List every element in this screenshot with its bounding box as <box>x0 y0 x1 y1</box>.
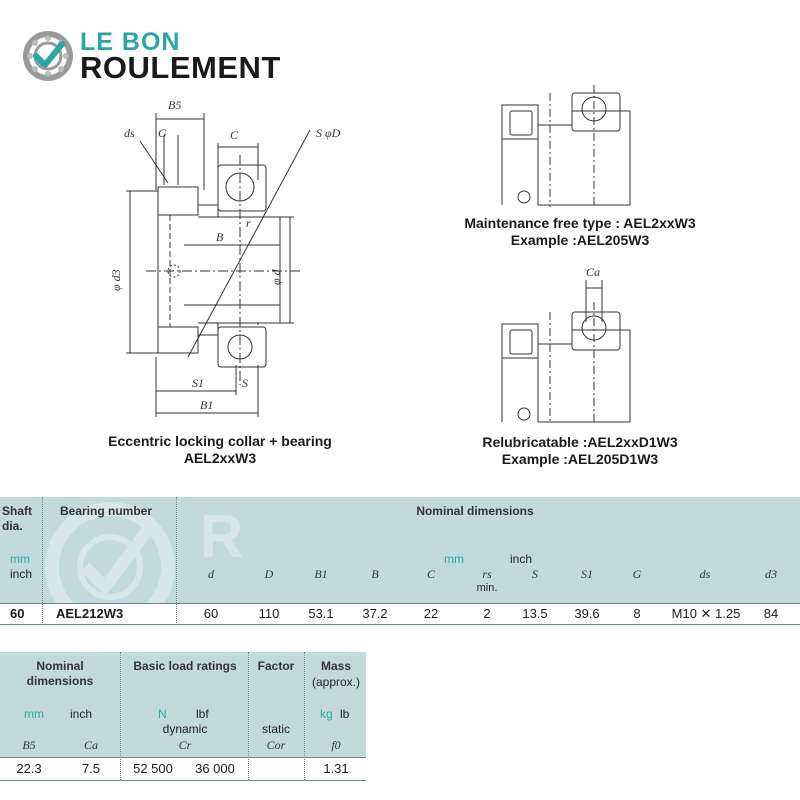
t2-load-label: Basic load ratings <box>133 659 237 673</box>
t1-val-S1: 39.6 <box>574 606 600 621</box>
t2-static: static <box>261 722 290 736</box>
t2-val-b5: 22.3 <box>16 761 42 776</box>
t1-col-B: B <box>371 567 379 581</box>
t1-col-D: D <box>264 567 274 581</box>
t2-vline-1 <box>120 652 121 780</box>
top-right-caption-line2: Example :AEL205W3 <box>510 232 650 248</box>
top-right-caption <box>430 215 730 249</box>
t1-val-S: 13.5 <box>522 606 548 621</box>
t2-unit-lb: lb <box>340 707 350 721</box>
t1-unit-inch-2: inch <box>510 552 533 566</box>
bearing-section-diagram <box>100 95 370 425</box>
t1-col-C: C <box>426 567 435 581</box>
t1-hline-2 <box>0 624 800 625</box>
bearing-check-icon <box>22 30 74 82</box>
t2-unit-mm: mm <box>24 707 44 721</box>
t2-sym-b5: B5 <box>22 738 36 752</box>
t2-unit-inch: inch <box>70 707 93 721</box>
t1-col-rs-min: min. <box>476 582 498 594</box>
bottom-right-caption-line2: Example :AEL205D1W3 <box>501 451 659 467</box>
label-s1: S1 <box>192 376 204 390</box>
svg-text:R: R <box>200 503 244 570</box>
t1-vline-1 <box>42 497 43 623</box>
t1-val-ds: M10 ✕ 1.25 <box>671 606 741 621</box>
t2-val-cr-n: 52 500 <box>133 761 173 776</box>
t2-mass-sub: (approx.) <box>311 675 361 689</box>
t2-sym-cr: Cr <box>178 738 192 752</box>
t1-bearing-value: AEL212W3 <box>56 606 124 621</box>
t1-val-B: 37.2 <box>362 606 388 621</box>
t1-hline-1 <box>0 603 800 604</box>
t2-unit-kg: kg <box>320 707 333 721</box>
left-caption-line1: Eccentric locking collar + bearing <box>108 433 332 449</box>
t1-val-D: 110 <box>258 606 280 621</box>
t2-vline-2 <box>248 652 249 780</box>
label-phi-d3: φ d3 <box>109 269 123 291</box>
t1-col-d3: d3 <box>765 567 777 581</box>
t1-col-S1: S1 <box>581 567 593 581</box>
left-caption <box>70 433 370 467</box>
t2-mass-label: Mass <box>320 659 352 673</box>
label-s: S <box>242 376 248 390</box>
t1-unit-mm: mm <box>10 552 30 566</box>
brand-logo <box>22 26 302 88</box>
t2-sym-f0: f0 <box>331 738 341 752</box>
t2-hline-2 <box>0 780 366 781</box>
t1-col-rs: rs <box>482 567 492 581</box>
t2-val-ca: 7.5 <box>81 761 101 776</box>
label-phi-d: φ d <box>269 269 283 285</box>
t1-nominal-label: Nominal dimensions <box>416 504 534 518</box>
t1-shaft-label: Shaft dia. <box>2 504 32 533</box>
t2-unit-n: N <box>158 707 167 721</box>
t2-sym-ca: Ca <box>83 738 98 752</box>
t1-bearing-label: Bearing number <box>60 504 153 518</box>
t2-unit-lbf: lbf <box>196 707 209 721</box>
t1-val-d: 60 <box>203 606 219 621</box>
t1-shaft-value: 60 <box>10 606 25 621</box>
label-ds: ds <box>124 126 135 140</box>
t2-hline-1 <box>0 757 366 758</box>
maintenance-free-diagram <box>490 85 650 210</box>
label-b1: B1 <box>200 398 214 412</box>
t1-unit-inch: inch <box>10 567 33 581</box>
t1-col-S: S <box>532 567 538 581</box>
t2-factor-label: Factor <box>257 659 295 673</box>
t1-col-d: d <box>208 567 214 581</box>
t1-vline-2 <box>176 497 177 623</box>
t1-val-d3: 84 <box>763 606 779 621</box>
label-sphi-d: S φD <box>316 126 341 140</box>
label-r: r <box>246 216 251 230</box>
t2-sym-cor: Cor <box>266 738 286 752</box>
t2-vline-3 <box>304 652 305 780</box>
left-caption-line2: AEL2xxW3 <box>183 450 257 466</box>
bottom-right-caption-line1: Relubricatable :AEL2xxD1W3 <box>482 434 678 450</box>
logo-line2: ROULEMENT <box>80 50 281 85</box>
bottom-right-caption <box>430 434 730 468</box>
t2-dynamic: dynamic <box>162 722 208 736</box>
t1-val-G: 8 <box>633 606 641 621</box>
t1-col-G: G <box>632 567 642 581</box>
logo-line1: LE BON <box>80 28 181 56</box>
t1-unit-mm-2: mm <box>444 552 464 566</box>
label-g: G <box>158 126 167 140</box>
t1-val-B1: 53.1 <box>308 606 334 621</box>
t1-val-C: 22 <box>423 606 439 621</box>
t2-val-cr-lbf: 36 000 <box>195 761 235 776</box>
t1-val-rs: 2 <box>483 606 491 621</box>
t2-nominal-label: Nominal dimensions <box>26 659 94 688</box>
label-b: B <box>216 230 224 244</box>
relubricatable-diagram <box>490 262 650 427</box>
t1-col-B1: B1 <box>314 567 328 581</box>
t1-col-ds: ds <box>699 567 711 581</box>
label-ca: Ca <box>586 265 601 279</box>
label-b5: B5 <box>168 98 182 112</box>
label-c: C <box>230 128 239 142</box>
top-right-caption-line1: Maintenance free type : AEL2xxW3 <box>464 215 696 231</box>
t2-val-f0: 1.31 <box>323 761 349 776</box>
